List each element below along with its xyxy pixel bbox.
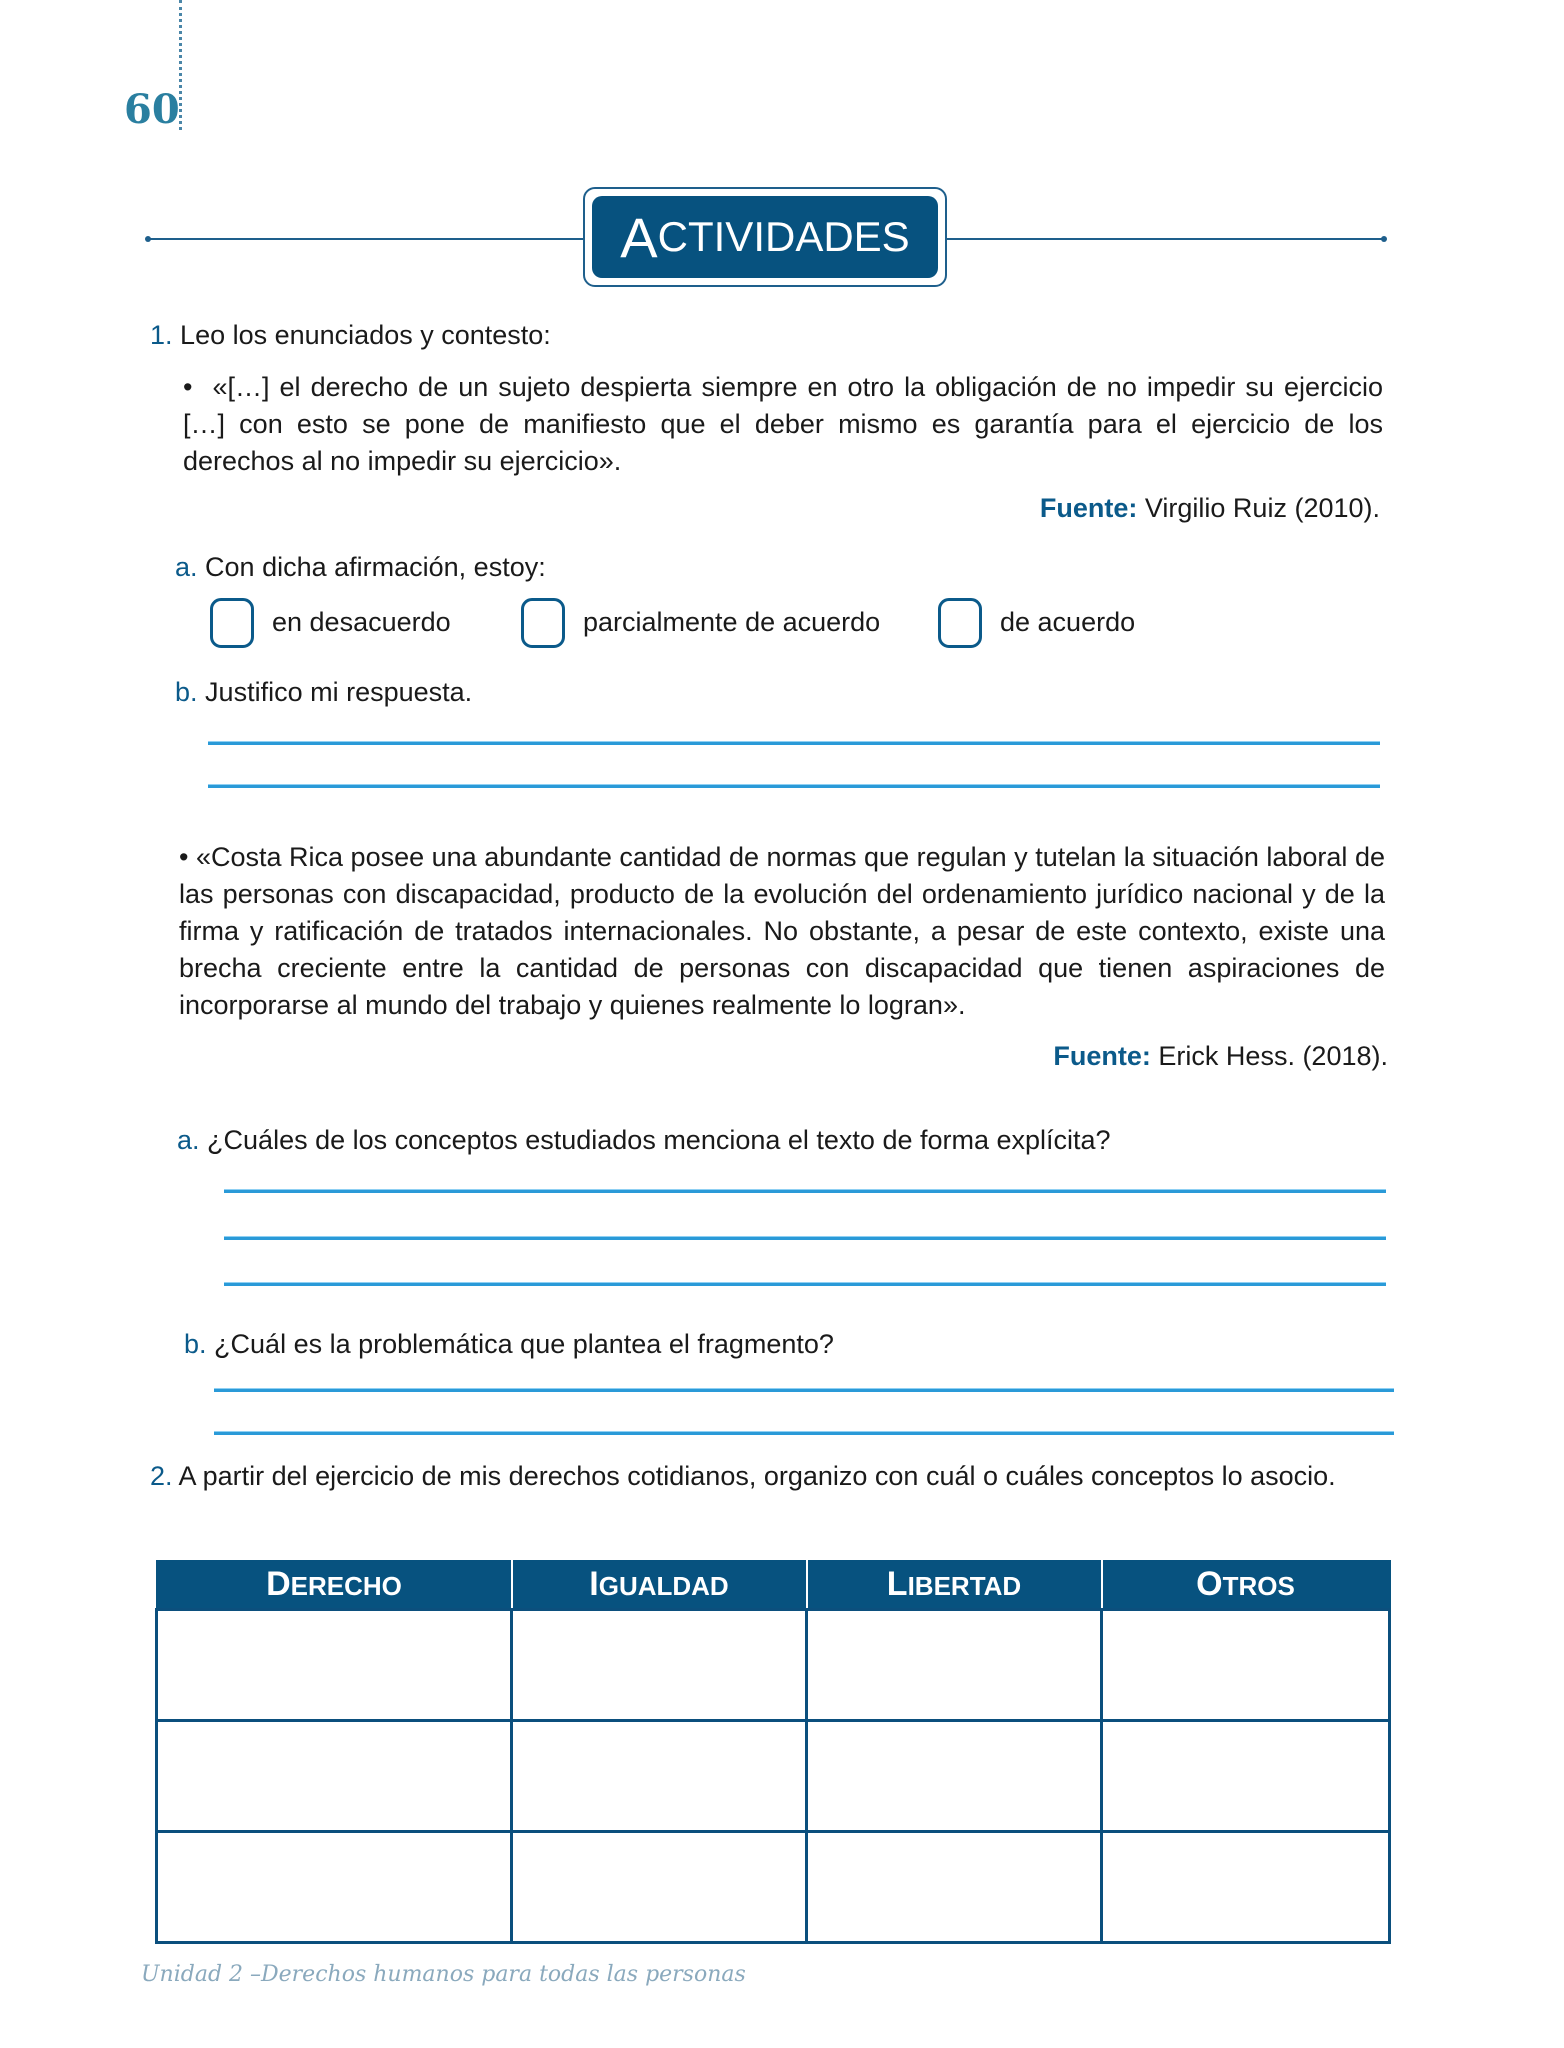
- quote-1-source-text: Virgilio Ruiz (2010).: [1137, 493, 1380, 523]
- quote-1: [183, 369, 1383, 480]
- question-2a-text: ¿Cuáles de los conceptos estudiados menciona el texto de forma explícita?: [207, 1125, 1111, 1155]
- question-2a-letter: a.: [177, 1125, 200, 1155]
- answer-line-2b-1[interactable]: [214, 1388, 1394, 1392]
- section-title-initial: A: [620, 205, 658, 269]
- header-derecho-rest: ERECHO: [290, 1570, 402, 1601]
- quote-1-bullet: •: [183, 372, 193, 402]
- activity-2-prompt: [150, 1458, 1386, 1495]
- table-cell[interactable]: [512, 1610, 807, 1721]
- question-2b-text: ¿Cuál es la problemática que plantea el fragmento?: [214, 1329, 834, 1359]
- question-1b-text: Justifico mi respuesta.: [205, 677, 473, 707]
- option-label-de-acuerdo: de acuerdo: [1000, 607, 1136, 637]
- section-title: [592, 196, 938, 278]
- header-libertad: [807, 1560, 1102, 1610]
- answer-line-2a-2[interactable]: [224, 1236, 1386, 1240]
- divider-dot-left: [145, 236, 151, 242]
- question-2b: [184, 1326, 834, 1363]
- answer-line-2a-1[interactable]: [224, 1189, 1386, 1193]
- table-cell[interactable]: [512, 1721, 807, 1832]
- table-cell[interactable]: [1102, 1610, 1390, 1721]
- header-igualdad-rest: GUALDAD: [598, 1570, 729, 1601]
- checkbox-de-acuerdo[interactable]: [938, 598, 982, 648]
- concepts-table: [155, 1560, 1391, 1944]
- header-otros-rest: TROS: [1222, 1570, 1295, 1601]
- table-cell[interactable]: [157, 1832, 512, 1943]
- table-cell[interactable]: [1102, 1721, 1390, 1832]
- option-label-en-desacuerdo: en desacuerdo: [272, 607, 451, 637]
- quote-2-bullet: •: [179, 842, 189, 872]
- activity-2-number: 2.: [150, 1461, 173, 1491]
- question-2b-letter: b.: [184, 1329, 207, 1359]
- header-igualdad-initial: I: [589, 1564, 599, 1603]
- quote-2-source: [1053, 1041, 1388, 1072]
- answer-line-2a-3[interactable]: [224, 1282, 1386, 1286]
- answer-line-2b-2[interactable]: [214, 1431, 1394, 1435]
- activity-1-number: 1.: [150, 320, 173, 350]
- header-igualdad: [512, 1560, 807, 1610]
- question-1a: [175, 549, 546, 586]
- table-header-row: [157, 1560, 1390, 1610]
- quote-1-source: [1040, 493, 1380, 524]
- option-label-parcialmente-de-acuerdo: parcialmente de acuerdo: [583, 607, 881, 637]
- table-cell[interactable]: [807, 1610, 1102, 1721]
- table-row: [157, 1610, 1390, 1721]
- table-cell[interactable]: [807, 1832, 1102, 1943]
- table-cell[interactable]: [157, 1721, 512, 1832]
- quote-2-text: «Costa Rica posee una abundante cantidad de normas que regulan y tutelan la situación laboral de las personas con discapacidad, producto de la evolución del ordenamiento jurídico nacional y de la firma y ratificación de tratados internacionales. No obstante, a pesar de este contexto, existe una brecha creciente entre la cantidad de personas con discapacidad que tienen aspiraciones de incorporarse al mundo del trabajo y quienes realmente lo logran».: [179, 842, 1385, 1020]
- divider-dot-right: [1381, 236, 1387, 242]
- quote-2: [179, 839, 1385, 1024]
- header-otros: [1102, 1560, 1390, 1610]
- header-libertad-initial: L: [886, 1564, 908, 1603]
- section-title-rest: CTIVIDADES: [657, 213, 910, 260]
- quote-1-source-label: Fuente:: [1039, 493, 1138, 523]
- checkbox-en-desacuerdo[interactable]: [210, 598, 254, 648]
- table-cell[interactable]: [1102, 1832, 1390, 1943]
- quote-2-source-label: Fuente:: [1053, 1041, 1151, 1071]
- question-1a-letter: a.: [175, 552, 198, 582]
- header-derecho-initial: D: [266, 1564, 291, 1603]
- table-cell[interactable]: [807, 1721, 1102, 1832]
- header-otros-initial: O: [1196, 1564, 1223, 1603]
- quote-1-text: «[…] el derecho de un sujeto despierta siempre en otro la obligación de no impedir su ejercicio […] con esto se pone de manifiesto que el deber mismo es garantía para el ejercicio de los derechos al no impedir su ejercicio».: [183, 372, 1383, 476]
- page-number: 60: [124, 86, 180, 133]
- quote-2-source-text: Erick Hess. (2018).: [1150, 1041, 1388, 1071]
- activity-1-text: Leo los enunciados y contesto:: [180, 320, 551, 350]
- header-derecho: [157, 1560, 512, 1610]
- question-1b-letter: b.: [175, 677, 198, 707]
- answer-line-1b-2[interactable]: [208, 784, 1380, 788]
- question-1b: [175, 674, 472, 711]
- activity-1-prompt: [150, 317, 551, 354]
- table-cell[interactable]: [512, 1832, 807, 1943]
- table-row: [157, 1832, 1390, 1943]
- table-row: [157, 1721, 1390, 1832]
- table-cell[interactable]: [157, 1610, 512, 1721]
- question-1a-text: Con dicha afirmación, estoy:: [205, 552, 546, 582]
- question-2a: [177, 1122, 1111, 1159]
- activity-2-text: A partir del ejercicio de mis derechos cotidianos, organizo con cuál o cuáles conceptos lo asocio.: [178, 1461, 1336, 1491]
- answer-line-1b-1[interactable]: [208, 741, 1380, 745]
- checkbox-parcialmente-de-acuerdo[interactable]: [521, 598, 565, 648]
- page-footer: Unidad 2 –Derechos humanos para todas las personas: [141, 1962, 746, 1987]
- header-libertad-rest: IBERTAD: [907, 1570, 1022, 1601]
